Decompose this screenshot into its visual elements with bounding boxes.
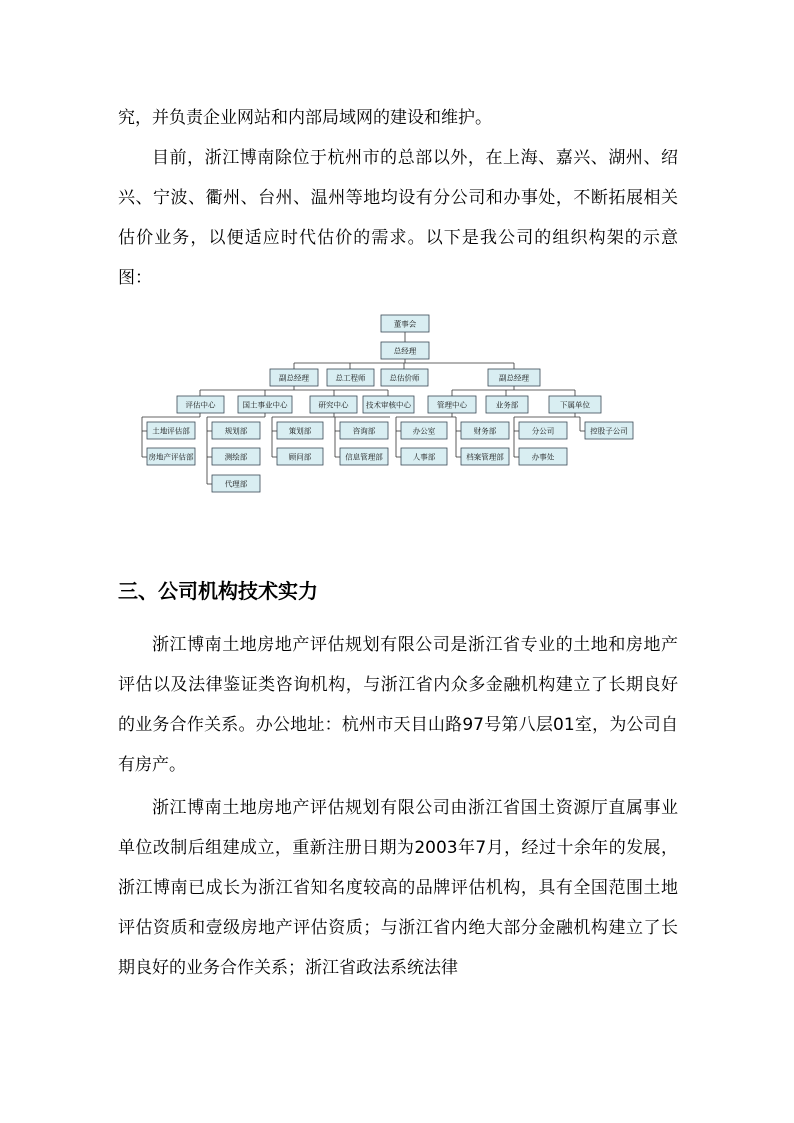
- org-node-label: 信息管理部: [345, 452, 383, 462]
- org-node-chief-appraiser: [381, 369, 428, 386]
- org-node-business-dept: [486, 396, 528, 413]
- org-node-label: 控股子公司: [590, 426, 628, 436]
- org-node-label: 档案管理部: [466, 452, 504, 462]
- paragraph-1: 究，并负责企业网站和内部局域网的建设和维护。: [118, 108, 492, 128]
- org-node-label: 业务部: [495, 400, 519, 410]
- org-node-label: 代理部: [224, 479, 248, 489]
- org-node-label: 技术审核中心: [366, 400, 411, 410]
- org-node-label: 办公室: [412, 426, 436, 436]
- org-node-label: 副总经理: [279, 373, 309, 383]
- org-node-agency: [212, 475, 260, 492]
- org-node-label: 总估价师: [389, 373, 420, 383]
- org-node-label: 分公司: [531, 426, 555, 436]
- org-node-hr: [401, 448, 447, 465]
- org-node-label: 规划部: [224, 426, 248, 436]
- org-node-consultant: [277, 448, 323, 465]
- org-node-label: 总工程师: [335, 373, 366, 383]
- org-node-subsidiaries: [549, 396, 601, 413]
- org-node-research-center: [310, 396, 357, 413]
- org-node-info-management: [340, 448, 388, 465]
- paragraph-2: 目前，浙江博南除位于杭州市的总部以外，在上海、嘉兴、湖州、绍兴、宁波、衢州、台州、温州等地均设有分公司和办事处，不断拓展相关估价业务，以便适应时代估价的需求。以下是我公司的组织构架的示意图：: [118, 148, 678, 288]
- org-node-label: 办事处: [531, 452, 555, 462]
- paragraph-3: 浙江博南土地房地产评估规划有限公司是浙江省专业的土地和房地产评估以及法律鉴证类咨询机构，与浙江省内众多金融机构建立了长期良好的业务合作关系。办公地址：杭州市天目山路97号第八层01室，为公司自有房产。: [118, 635, 678, 775]
- org-node-label: 国土事业中心: [242, 400, 288, 410]
- org-node-realestate-appraisal: [147, 448, 195, 465]
- org-node-management-center: [428, 396, 476, 413]
- org-node-label: 咨询部: [352, 426, 376, 436]
- org-node-land-center: [238, 396, 292, 413]
- org-node-label: 人事部: [412, 452, 436, 462]
- org-node-label: 总经理: [393, 346, 417, 356]
- org-node-label: 土地评估部: [152, 426, 190, 436]
- org-node-holding-subsidiary: [585, 422, 633, 439]
- org-node-strategy: [277, 422, 323, 439]
- org-node-appraisal-center: [177, 396, 224, 413]
- org-node-chief-engineer: [327, 369, 374, 386]
- org-node-label: 顾问部: [288, 452, 312, 462]
- org-node-archives: [461, 448, 509, 465]
- org-node-branch: [519, 422, 567, 439]
- section-heading: 三、公司机构技术实力: [118, 579, 318, 603]
- org-node-label: 房地产评估部: [148, 452, 194, 462]
- org-node-label: 策划部: [288, 426, 312, 436]
- org-node-planning: [212, 422, 260, 439]
- org-node-rep-office: [519, 448, 567, 465]
- org-node-label: 管理中心: [437, 400, 467, 410]
- org-node-land-appraisal: [147, 422, 195, 439]
- org-node-office: [401, 422, 447, 439]
- org-node-label: 评估中心: [185, 400, 216, 410]
- org-node-advisory: [340, 422, 388, 439]
- org-node-vp-left: [270, 369, 318, 386]
- org-node-surveying: [212, 448, 260, 465]
- org-node-label: 下属单位: [560, 400, 590, 410]
- org-node-gm: [381, 342, 429, 359]
- org-node-board: [381, 315, 429, 332]
- org-node-tech-review-center: [363, 396, 414, 413]
- org-node-label: 测绘部: [224, 452, 248, 462]
- org-node-label: 董事会: [393, 319, 417, 329]
- org-node-vp-right: [488, 369, 540, 386]
- org-chart: [0, 300, 794, 500]
- org-node-label: 副总经理: [499, 373, 529, 383]
- paragraph-4: 浙江博南土地房地产评估规划有限公司由浙江省国土资源厅直属事业单位改制后组建成立，重新注册日期为2003年7月，经过十余年的发展，浙江博南已成长为浙江省知名度较高的品牌评估机构，具有全国范围土地评估资质和壹级房地产评估资质；与浙江省内绝大部分金融机构建立了长期良好的业务合作关系；浙江省政法系统法律: [118, 798, 678, 978]
- org-node-label: 研究中心: [318, 400, 349, 410]
- org-node-finance: [461, 422, 509, 439]
- org-node-label: 财务部: [473, 426, 497, 436]
